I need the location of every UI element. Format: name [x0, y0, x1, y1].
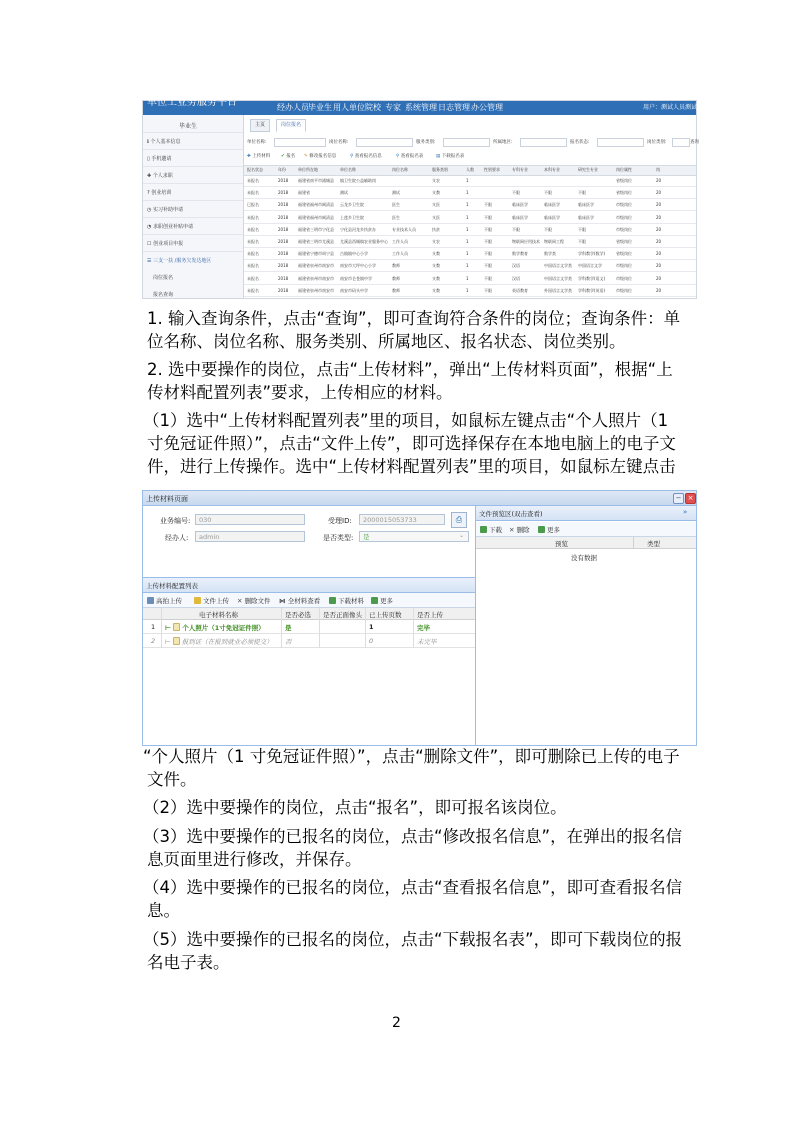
table-cell[interactable]: 不限 — [578, 226, 586, 232]
column-header[interactable]: 岗位名称 — [392, 167, 408, 172]
table-cell[interactable]: 市级岗位 — [616, 263, 632, 269]
business-no-field[interactable]: 030 — [195, 514, 305, 525]
user-label: 用户：测试人员测试人 — [643, 104, 704, 111]
table-cell[interactable]: 宁化县河龙乡扶贫办 — [340, 226, 376, 232]
table-cell[interactable]: 学科教学(英语) — [578, 287, 606, 293]
operator-label: 经办人: — [165, 534, 189, 542]
table-cell[interactable]: 数学教育 — [512, 251, 528, 257]
minimize-icon[interactable]: − — [673, 493, 684, 504]
app-title: 单位工业务服务平台 — [147, 97, 237, 108]
table-cell[interactable]: 市级岗位 — [616, 226, 632, 232]
paragraph-line: 传材料配置列表”要求，上传相应的材料。 — [147, 383, 453, 402]
table-cell[interactable]: 上莲乡卫生院 — [340, 214, 364, 220]
preview-titlebar — [476, 506, 696, 521]
upload-dialog-screenshot — [142, 490, 697, 746]
table-cell[interactable]: 未报名 — [247, 226, 259, 232]
table-cell[interactable]: 福建省福州市闽清县 — [298, 214, 334, 220]
business-no-label: 业务编号: — [160, 517, 191, 525]
operator-field[interactable]: admin — [195, 531, 305, 542]
table-cell[interactable]: 20 — [656, 214, 662, 220]
sidebar-item[interactable]: ☰ 三支一扶 /服务欠发达地区 — [147, 258, 212, 264]
table-cell[interactable]: 不限 — [484, 202, 492, 208]
preview-toolbar — [476, 522, 696, 537]
table-cell[interactable]: 2018 — [278, 239, 289, 244]
table-cell[interactable]: 不限 — [484, 263, 492, 269]
no-data-text: 没有数据 — [571, 554, 597, 562]
table-cell[interactable]: 汉语 — [512, 263, 520, 269]
filter-label: 岗位名称: — [329, 140, 349, 145]
column-header: 电子材料名称 — [199, 611, 238, 619]
row-divider — [244, 247, 696, 248]
table-cell[interactable]: 20 — [656, 202, 662, 208]
table-cell[interactable]: 2018 — [278, 251, 289, 257]
sidebar-header: 毕业生 — [179, 123, 198, 130]
nav-item[interactable]: 日志管理 — [438, 103, 470, 112]
more-button[interactable]: 更多 — [371, 596, 393, 605]
table-cell[interactable]: 福建省福州市闽清县 — [298, 202, 334, 208]
table-cell[interactable]: 市级岗位 — [616, 275, 632, 281]
column-header[interactable]: 报名状态 — [247, 167, 263, 172]
paragraph-line: 息。 — [147, 901, 180, 920]
table-cell[interactable]: 1 — [466, 287, 469, 293]
table-cell[interactable]: 福建省三明市宁化县 — [298, 226, 334, 232]
table-cell[interactable]: 物联网应用技术 — [512, 239, 540, 244]
sidebar-subitem[interactable]: 报名查询 — [153, 292, 174, 298]
table-cell[interactable]: 20 — [656, 178, 662, 183]
table-cell[interactable]: 未报名 — [247, 251, 259, 257]
table-cell[interactable]: 不限 — [484, 251, 492, 257]
table-cell[interactable]: 未报名 — [247, 263, 259, 269]
paragraph-line: 1. 输入查询条件，点击“查询”，即可查询符合条件的岗位；查询条件：单 — [147, 309, 681, 328]
paragraph-line: （2）选中要操作的岗位，点击“报名”，即可报名该岗位。 — [143, 798, 567, 817]
list-title: 上传材料配置列表 — [146, 582, 198, 590]
table-cell[interactable]: 支教 — [432, 190, 440, 196]
table-cell[interactable]: 不限 — [544, 226, 552, 232]
column-header: 是否正面像头 — [323, 611, 362, 619]
type-select[interactable]: 是 — [359, 531, 469, 542]
sidebar-item[interactable]: ◷ 实习补助申请 — [147, 207, 183, 213]
download-button[interactable]: 下载 — [480, 525, 502, 534]
table-cell[interactable]: 支医 — [432, 202, 440, 208]
table-cell[interactable]: 英语教育 — [512, 287, 528, 293]
file-upload-button[interactable]: 文件上传 — [194, 596, 229, 605]
sidebar-item[interactable]: ☐ 创业项目申报 — [147, 241, 184, 247]
nav-item[interactable]: 系统管理 — [405, 103, 437, 112]
table-cell[interactable]: 不限 — [512, 226, 520, 232]
page-number: 2 — [392, 1015, 401, 1031]
table-cell[interactable]: 已报名 — [247, 202, 259, 208]
table-cell[interactable]: 2018 — [278, 287, 289, 293]
table-cell[interactable]: 不限 — [484, 226, 492, 232]
paragraph-line: 寸免冠证件照）”，点击“文件上传”，即可选择保存在本地电脑上的电子文 — [147, 434, 676, 453]
paragraph-line: 名电子表。 — [147, 953, 230, 972]
sidebar-item[interactable]: ◔ 求职创业补贴申请 — [147, 224, 193, 230]
column-header[interactable]: 专科专业 — [512, 167, 528, 172]
preview-more-button[interactable]: 更多 — [538, 525, 560, 534]
edit-apply-button[interactable]: ✎ 修改报名信息 — [304, 154, 337, 159]
table-cell[interactable]: 南安市码头中学 — [340, 287, 368, 293]
job-application-screenshot — [142, 97, 704, 299]
table-cell[interactable]: 尤溪县西城镇农业服务中心 — [340, 239, 388, 244]
query-button[interactable]: 查询 — [690, 140, 699, 145]
preview-title: 文件预览区(双击查看) — [479, 510, 543, 518]
table-cell[interactable]: 临床医学 — [512, 202, 528, 208]
paragraph-line: “个人照片（1 寸免冠证件照）”，点击“删除文件”，即可删除已上传的电子 — [143, 747, 680, 766]
delete-file-button[interactable]: ✕ 删除文件 — [237, 597, 271, 605]
row-divider — [244, 210, 696, 211]
nav-item[interactable]: 用人单位 — [333, 103, 365, 112]
table-cell[interactable]: 不限 — [578, 239, 586, 244]
table-cell[interactable]: 福建省泉州市南安市 — [298, 263, 334, 269]
row-divider — [244, 271, 696, 272]
row-divider — [244, 235, 696, 236]
table-cell[interactable]: 1 — [466, 263, 469, 269]
row-divider — [244, 296, 696, 297]
table-cell[interactable]: 20 — [656, 263, 662, 269]
table-cell[interactable]: 福建省宁德市周宁县 — [298, 251, 334, 257]
table-cell[interactable]: 不限 — [484, 239, 492, 244]
list-toolbar — [143, 593, 475, 608]
scanner-icon[interactable]: ⎙ — [451, 512, 467, 528]
collapse-icon[interactable]: » — [683, 508, 688, 516]
filter-input[interactable] — [274, 138, 326, 147]
table-cell[interactable]: 支教 — [432, 263, 440, 269]
table-cell[interactable]: 工作人员 — [392, 251, 408, 257]
table-cell[interactable]: 临床医学 — [578, 202, 594, 208]
table-cell[interactable]: 2018 — [278, 226, 289, 232]
paragraph-line: 2. 选中要操作的岗位，点击“上传材料”，弹出“上传材料页面”，根据“上 — [147, 360, 673, 379]
paragraph-line: 位名称、岗位名称、服务类别、所属地区、报名状态、岗位类别。 — [147, 332, 626, 351]
table-cell[interactable]: 未报名 — [247, 239, 259, 244]
list-row[interactable]: 1 ⊢ 个人照片（1寸免冠证件照） 是 1 完毕 — [143, 620, 475, 634]
table-cell[interactable]: 外国语言文学类 — [544, 287, 572, 293]
download-material-button[interactable]: 下载材料 — [329, 596, 364, 605]
table-cell[interactable]: 20 — [656, 251, 662, 257]
column-header[interactable]: 单位所在地 — [298, 167, 318, 172]
table-cell[interactable]: 中国语言文学 — [578, 263, 602, 269]
table-cell[interactable]: 工作人员 — [392, 239, 408, 244]
column-header[interactable]: 岗位属性 — [616, 167, 632, 172]
column-header: 已上传页数 — [369, 611, 402, 619]
dialog-title: 上传材料页面 — [146, 495, 188, 503]
table-cell[interactable]: 省级岗位 — [616, 239, 632, 244]
table-cell[interactable]: 汉语 — [512, 275, 520, 281]
table-cell[interactable]: 福建省三明市尤溪县 — [298, 239, 334, 244]
table-cell[interactable]: 未报名 — [247, 287, 259, 293]
column-header[interactable]: 岗 — [656, 167, 660, 172]
table-cell[interactable]: 20 — [656, 287, 662, 293]
tab-job-apply[interactable]: 岗位报名 — [276, 119, 306, 132]
table-cell[interactable]: 未报名 — [247, 178, 259, 183]
table-cell[interactable]: 1 — [466, 275, 469, 281]
table-cell[interactable]: 教师 — [392, 287, 400, 293]
table-cell[interactable]: 临床医学 — [544, 214, 560, 220]
table-cell[interactable]: 未报名 — [247, 214, 259, 220]
table-cell[interactable]: 1 — [466, 214, 469, 220]
table-cell[interactable]: 市级岗位 — [616, 202, 632, 208]
table-cell[interactable]: 福建省泉州市南安市 — [298, 275, 334, 281]
accept-id-field[interactable]: 2000015053733 — [359, 514, 445, 525]
table-cell[interactable]: 2018 — [278, 202, 289, 208]
table-cell[interactable]: 云龙乡卫生院 — [340, 202, 364, 208]
table-cell[interactable]: 测试 — [392, 190, 400, 196]
table-cell[interactable]: 不限 — [544, 190, 552, 196]
column-header: 类型 — [647, 540, 660, 548]
table-cell[interactable]: 市级岗位 — [616, 214, 632, 220]
paragraph-line: （3）选中要操作的已报名的岗位，点击“修改报名信息”，在弹出的报名信 — [143, 827, 683, 846]
row-divider — [244, 259, 696, 260]
sidebar-subitem[interactable]: 岗位报名 — [153, 275, 174, 281]
table-cell[interactable]: 支农 — [432, 239, 440, 244]
sidebar-item[interactable]: ✚ 个人求职 — [147, 173, 173, 179]
table-cell[interactable]: 南安市仑苍镇中学 — [340, 275, 372, 281]
table-cell[interactable]: 支教 — [432, 275, 440, 281]
view-apply-button[interactable]: ⚲ 查看报名信息 — [350, 154, 382, 159]
table-cell[interactable]: 物联网工程 — [544, 239, 564, 244]
table-cell[interactable]: 20 — [656, 226, 662, 232]
column-header[interactable]: 年份 — [278, 167, 286, 172]
table-cell[interactable]: 不限 — [484, 275, 492, 281]
table-cell[interactable]: 2018 — [278, 178, 289, 183]
table-cell[interactable]: 中国语言文学类 — [544, 263, 572, 269]
filter-label: 所属地区: — [493, 140, 513, 145]
filter-select[interactable] — [520, 138, 567, 147]
column-header[interactable]: 研究生专业 — [578, 167, 598, 172]
table-cell[interactable]: 学科教学(数学) — [578, 251, 606, 257]
apply-button[interactable]: ✔ 报名 — [281, 154, 296, 159]
row-divider — [244, 198, 696, 199]
filter-select[interactable] — [672, 138, 690, 147]
table-cell[interactable]: 省级岗位 — [616, 251, 632, 257]
table-cell[interactable]: 古镇镇中心小学 — [340, 251, 368, 257]
table-cell[interactable]: 支医 — [432, 214, 440, 220]
table-cell[interactable]: 福建省泉州市南安市 — [298, 287, 334, 293]
sidebar-item[interactable]: ▯ 手机邀请 — [147, 156, 172, 162]
main-panel — [244, 115, 699, 298]
column-header[interactable]: 性别要求 — [484, 167, 500, 172]
view-form-button[interactable]: ⚲ 查看报名表 — [396, 154, 424, 159]
table-cell[interactable]: 2018 — [278, 190, 289, 196]
type-label: 是否类型: — [323, 534, 354, 542]
nav-item[interactable]: 经办人员 — [277, 103, 309, 112]
column-header: 预览 — [555, 540, 568, 548]
table-cell[interactable]: 不限 — [578, 190, 586, 196]
table-cell[interactable]: 市级岗位 — [616, 287, 632, 293]
sidebar — [143, 115, 244, 298]
table-cell[interactable]: 临床医学 — [578, 214, 594, 220]
filter-label: 岗位类别: — [647, 140, 667, 145]
table-cell[interactable]: 测试 — [340, 190, 348, 196]
sidebar-item[interactable]: ? 创业培训 — [147, 190, 172, 196]
table-cell[interactable]: 医生 — [392, 202, 400, 208]
filter-select[interactable] — [597, 138, 644, 147]
top-nav-bar — [143, 97, 704, 115]
table-cell[interactable]: 专业技术人员 — [392, 226, 416, 232]
camera-upload-button[interactable]: 高拍上传 — [147, 596, 182, 605]
tab-home[interactable]: 主页 — [250, 119, 270, 132]
table-cell[interactable]: 不限 — [512, 190, 520, 196]
nav-item[interactable]: 毕业生 — [308, 103, 332, 112]
list-header — [143, 608, 475, 620]
table-cell[interactable]: 不限 — [484, 214, 492, 220]
filter-label: 报名状态: — [570, 140, 590, 145]
row-divider — [244, 186, 696, 187]
column-header: 是否上传 — [417, 611, 443, 619]
table-cell[interactable]: 省级岗位 — [616, 178, 632, 183]
paragraph-line: 件，进行上传操作。选中“上传材料配置列表”里的项目，如鼠标左键点击 — [147, 457, 676, 476]
column-header[interactable]: 人数 — [466, 167, 474, 172]
table-cell[interactable]: 20 — [656, 190, 662, 196]
column-header: 是否必选 — [285, 611, 311, 619]
filter-select[interactable] — [443, 138, 490, 147]
list-titlebar — [143, 577, 475, 593]
table-cell[interactable]: 20 — [656, 239, 662, 244]
table-cell[interactable]: 支教 — [432, 287, 440, 293]
table-cell[interactable]: 1 — [466, 239, 469, 244]
table-cell[interactable]: 省级岗位 — [616, 190, 632, 196]
close-icon[interactable]: × — [685, 493, 696, 504]
table-cell[interactable]: 教师 — [392, 275, 400, 281]
table-cell[interactable]: 镇卫生院公益辅助岗 — [340, 178, 376, 183]
preview-header — [476, 537, 696, 549]
table-cell[interactable]: 福建省南平市浦城县 — [298, 178, 334, 183]
form-area — [143, 506, 475, 576]
delete-button[interactable]: ✕ 删除 — [509, 526, 530, 534]
nav-item[interactable]: 院校 — [365, 103, 381, 112]
table-cell[interactable]: 扶贫 — [432, 226, 440, 232]
table-cell[interactable]: 南安市大坪中心小学 — [340, 263, 376, 269]
table-cell[interactable]: 2018 — [278, 263, 289, 269]
table-cell[interactable]: 数学类 — [544, 251, 556, 257]
table-cell[interactable]: 1 — [466, 226, 469, 232]
column-header[interactable]: 服务类别 — [432, 167, 448, 172]
row-divider — [244, 223, 696, 224]
paragraph-line: （4）选中要操作的已报名的岗位，点击“查看报名信息”，即可查看报名信 — [143, 878, 683, 897]
table-cell[interactable]: 支教 — [432, 251, 440, 257]
row-divider — [244, 284, 696, 285]
filter-label: 单位名称: — [247, 140, 267, 145]
sidebar-item[interactable]: ℹ 个人基本信息 — [147, 139, 181, 145]
column-header[interactable]: 本科专业 — [544, 167, 560, 172]
table-cell[interactable]: 临床医学 — [512, 214, 528, 220]
nav-item[interactable]: 办公管理 — [471, 103, 503, 112]
paragraph-line: 息页面里进行修改，并保存。 — [147, 850, 362, 869]
table-cell[interactable]: 福建省 — [298, 190, 310, 196]
table-cell[interactable]: 2018 — [278, 214, 289, 220]
paragraph-line: （1）选中“上传材料配置列表”里的项目，如鼠标左键点击“个人照片（1 — [143, 411, 669, 430]
accept-id-label: 受理ID: — [328, 517, 352, 525]
table-cell[interactable]: 临床医学 — [544, 202, 560, 208]
download-form-button[interactable]: ▤ 下载报名表 — [436, 154, 465, 159]
table-cell[interactable]: 中国语言文学类 — [544, 275, 572, 281]
table-cell[interactable]: 未报名 — [247, 275, 259, 281]
upload-material-button[interactable]: ✚ 上传材料 — [247, 154, 271, 159]
filter-input[interactable] — [356, 138, 413, 147]
material-name: ⊢ 个人照片（1寸免冠证件照） — [165, 624, 265, 632]
table-cell[interactable]: 1 — [466, 190, 469, 196]
table-cell[interactable]: 20 — [656, 275, 662, 281]
table-cell[interactable]: 不限 — [484, 287, 492, 293]
list-row[interactable]: 2 ⊢ 报到证（在报到就业必须提交） 否 0 未完毕 — [143, 634, 475, 648]
table-cell[interactable]: 未报名 — [247, 190, 259, 196]
table-cell[interactable]: 1 — [466, 202, 469, 208]
table-cell[interactable]: 1 — [466, 178, 469, 183]
column-header[interactable]: 单位名称 — [340, 167, 356, 172]
paragraph-line: （5）选中要操作的已报名的岗位，点击“下载报名表”，即可下载岗位的报 — [143, 930, 683, 949]
material-name: ⊢ 报到证（在报到就业必须提交） — [165, 638, 273, 646]
table-cell[interactable]: 1 — [466, 251, 469, 257]
table-cell[interactable]: 医生 — [392, 214, 400, 220]
table-cell[interactable]: 支农 — [432, 178, 440, 183]
filter-label: 服务类别: — [416, 140, 436, 145]
table-cell[interactable]: 教师 — [392, 263, 400, 269]
table-cell[interactable]: 2018 — [278, 275, 289, 281]
chevron-down-icon[interactable]: ⌄ — [459, 532, 465, 539]
table-cell[interactable]: 学科教学(语文) — [578, 275, 606, 281]
view-all-button[interactable]: ⋈ 全材料查看 — [279, 597, 321, 605]
paragraph-line: 文件。 — [147, 770, 197, 789]
dialog-titlebar — [143, 491, 696, 506]
nav-item[interactable]: 专家 — [385, 103, 401, 112]
